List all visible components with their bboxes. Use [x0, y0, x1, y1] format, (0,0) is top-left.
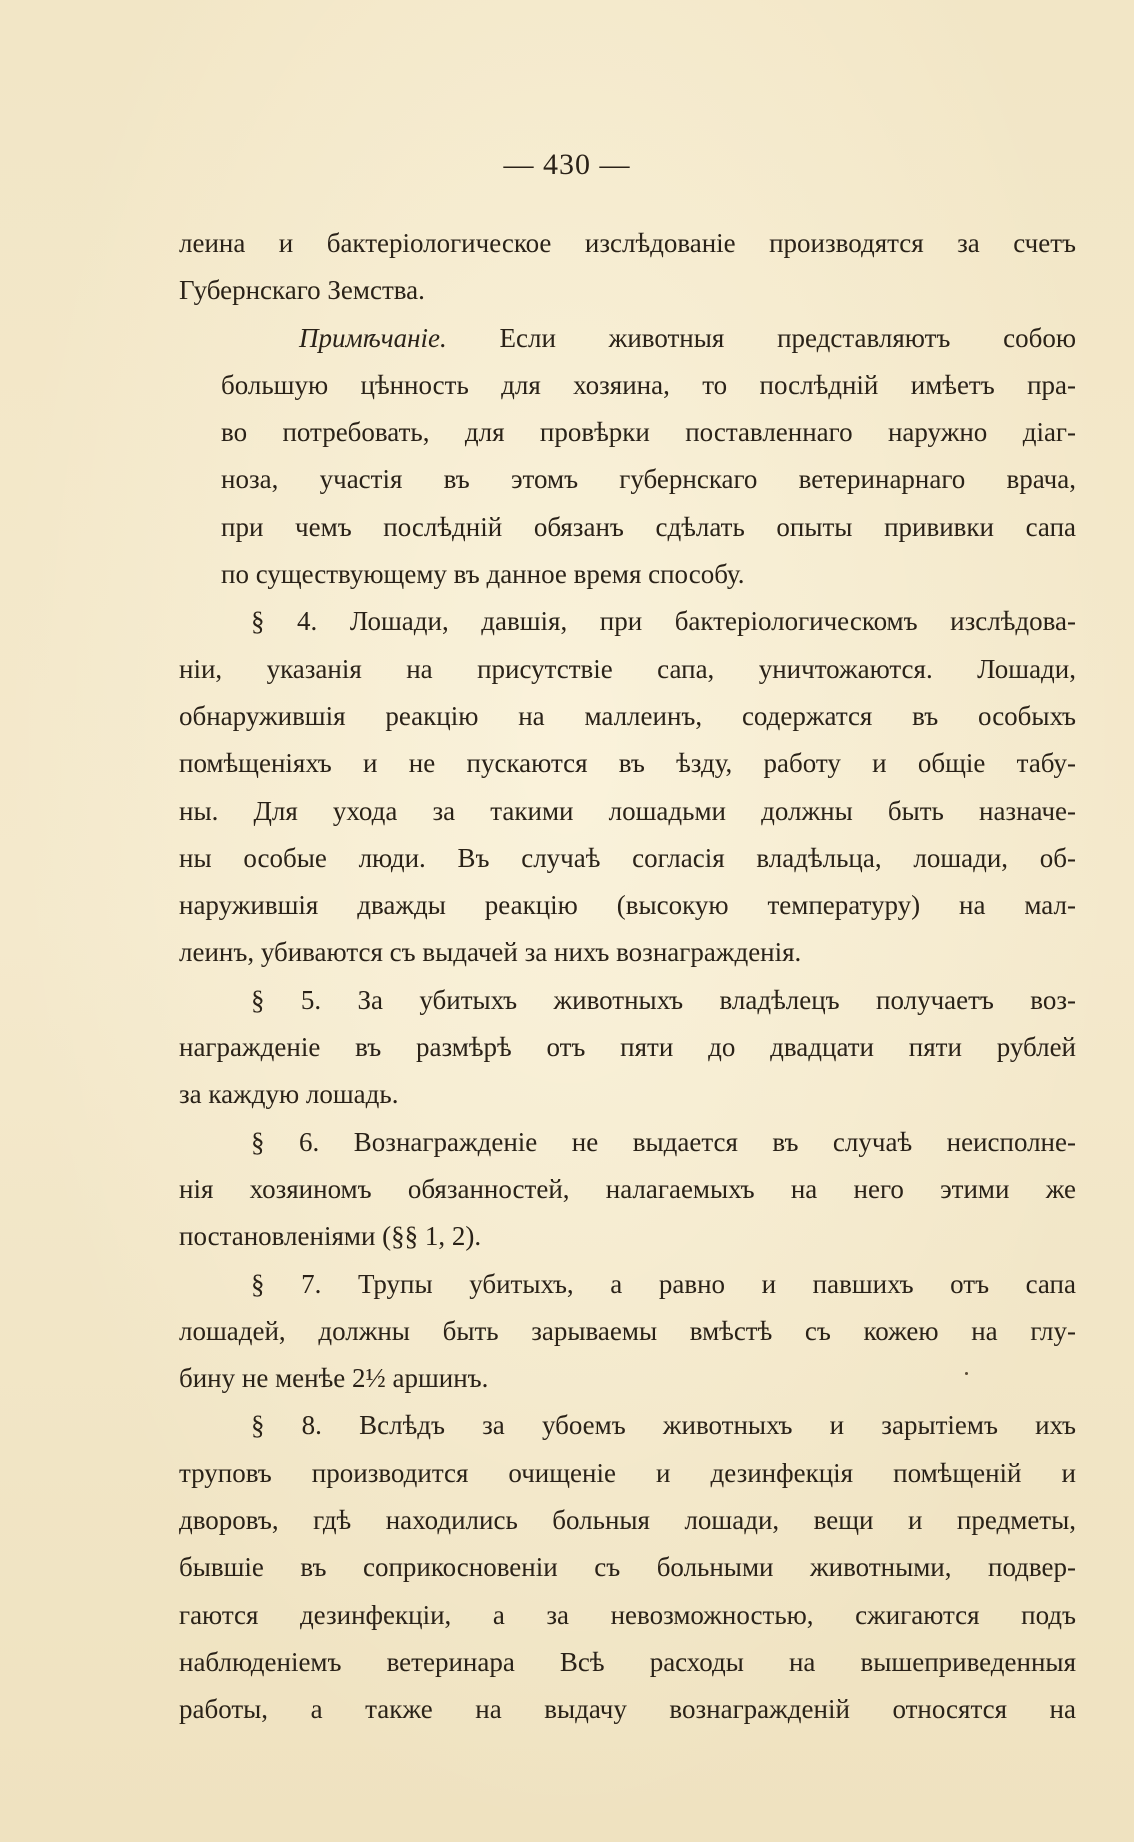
note-line: ноза, участія въ этомъ губернскаго ветеринарнаго врача, [221, 464, 1076, 495]
paragraph-8-line: гаются дезинфекціи, а за невозможностью, сжигаются подъ [179, 1599, 1076, 1630]
page-number: — 430 — [503, 148, 631, 181]
paragraph-4-line: наружившія дважды реакцію (высокую температуру) на мал- [179, 890, 1076, 921]
paragraph-4-line: § 4. Лошади, давшія, при бактеріологическомъ изслѣдова- [251, 606, 1076, 637]
paragraph-7-line: § 7. Трупы убитыхъ, а равно и павшихъ отъ сапа [251, 1268, 1076, 1299]
paragraph-6-line: § 6. Вознагражденіе не выдается въ случаѣ неисполне- [251, 1126, 1076, 1157]
note-text: Если животныя представляютъ собою [499, 322, 1076, 353]
text-line: Губернскаго Земства. [179, 275, 425, 306]
note-line [179, 315, 1076, 362]
note-line: во потребовать, для провѣрки поставленнаго наружно діаг- [221, 417, 1076, 448]
note-line: при чемъ послѣдній обязанъ сдѣлать опыты прививки сапа [221, 511, 1076, 542]
paragraph-8-line: § 8. Вслѣдъ за убоемъ животныхъ и зарытіемъ ихъ [251, 1410, 1076, 1441]
text-line: леина и бактеріологическое изслѣдованіе производятся за счетъ [179, 228, 1076, 258]
note-line: большую цѣнность для хозяина, то послѣдній имѣетъ пра- [221, 369, 1076, 400]
paragraph-8-line: труповъ производится очищеніе и дезинфекція помѣщеній и [179, 1457, 1076, 1488]
paragraph-8-line: наблюденіемъ ветеринара Всѣ расходы на вышеприведенныя [179, 1646, 1076, 1677]
paragraph-4-line: ны особые люди. Въ случаѣ согласія владѣльца, лошади, об- [179, 842, 1076, 873]
paragraph-4-line: леинъ, убиваются съ выдачей за нихъ вознагражденія. [179, 937, 802, 968]
paragraph-5-line: за каждую лошадь. [179, 1079, 399, 1110]
paragraph-7-line: лошадей, должны быть зарываемы вмѣстѣ съ кожею на глу- [179, 1315, 1076, 1346]
paragraph-4-line: ніи, указанія на присутствіе сапа, уничтожаются. Лошади, [179, 653, 1076, 684]
paragraph-8-line: дворовъ, гдѣ находились больныя лошади, вещи и предметы, [179, 1505, 1076, 1536]
paragraph-8-line: бывшіе въ соприкосновеніи съ больными животными, подвер- [179, 1552, 1076, 1583]
paragraph-6-line: нія хозяиномъ обязанностей, налагаемыхъ на него этими же [179, 1173, 1076, 1204]
paragraph-4-line: помѣщеніяхъ и не пускаются въ ѣзду, работу и общіе табу- [179, 748, 1076, 779]
print-speck [965, 1372, 968, 1375]
body-text [179, 220, 1076, 1734]
paragraph-5-line: награжденіе въ размѣрѣ отъ пяти до двадцати пяти рублей [179, 1032, 1076, 1063]
paragraph-6-line: постановленіями (§§ 1, 2). [179, 1221, 482, 1252]
paragraph-4-line: ны. Для ухода за такими лошадьми должны быть назначе- [179, 795, 1076, 826]
paragraph-7-line: бину не менѣе 2½ аршинъ. [179, 1363, 489, 1394]
note-line: по существующему въ данное время способу. [221, 559, 745, 590]
paragraph-8-line: работы, а также на выдачу вознагражденій относятся на [179, 1694, 1076, 1725]
note-label: Примѣчаніе. [299, 322, 447, 353]
paragraph-5-line: § 5. За убитыхъ животныхъ владѣлецъ получаетъ воз- [251, 984, 1076, 1015]
paragraph-4-line: обнаружившія реакцію на маллеинъ, содержатся въ особыхъ [179, 700, 1076, 731]
